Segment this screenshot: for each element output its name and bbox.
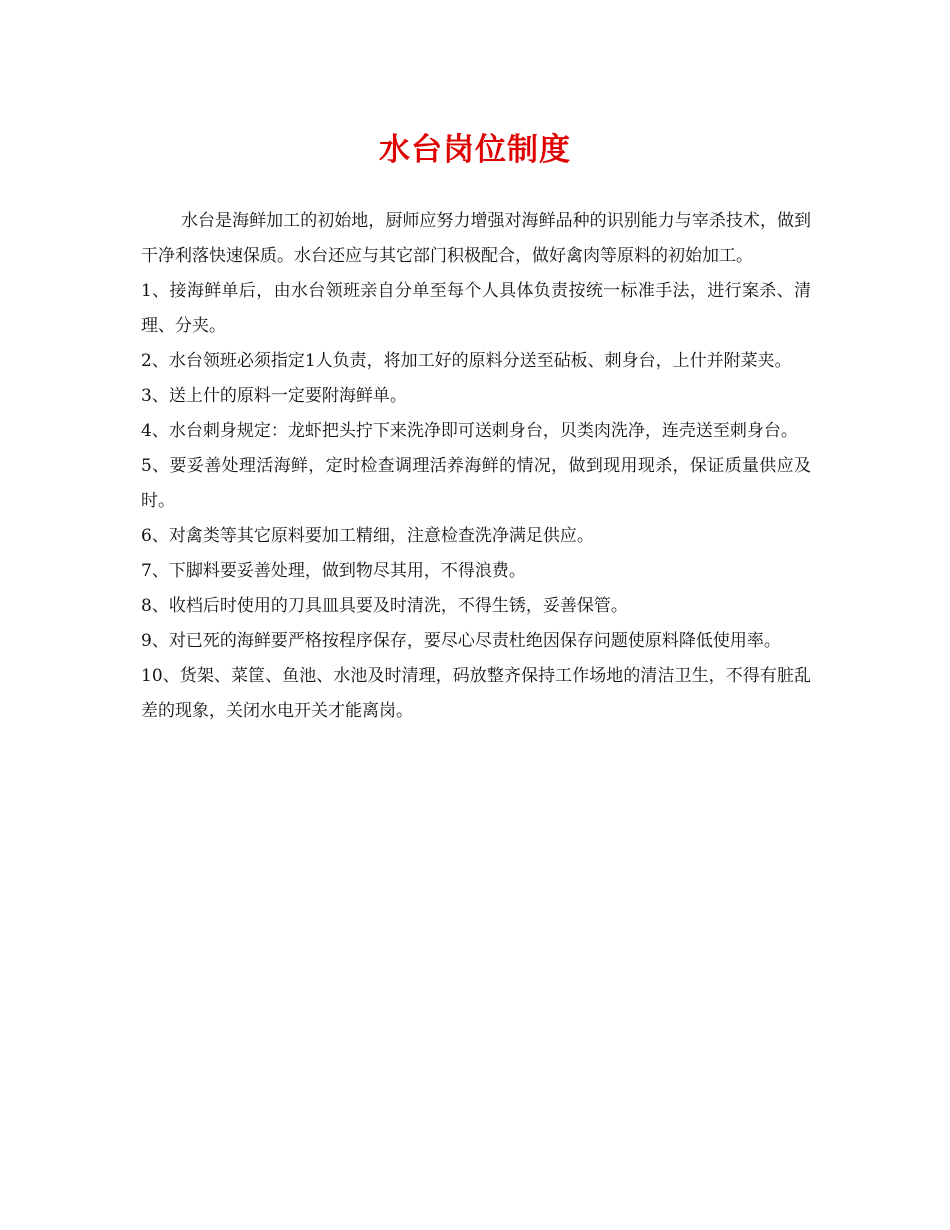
document-body: [141, 204, 811, 729]
rule-item-8: 8、收档后时使用的刀具皿具要及时清洗，不得生锈，妥善保管。: [141, 596, 628, 616]
rule-item-7: 7、下脚料要妥善处理，做到物尽其用，不得浪费。: [141, 561, 526, 581]
rule-item-2: 2、水台领班必须指定1人负责，将加工好的原料分送至砧板、刺身台，上什并附菜夹。: [141, 351, 792, 371]
rule-item-3: 3、送上什的原料一定要附海鲜单。: [141, 386, 407, 406]
rule-item-4: 4、水台刺身规定：龙虾把头拧下来洗净即可送刺身台，贝类肉洗净，连壳送至刺身台。: [141, 421, 798, 441]
rule-item-6: 6、对禽类等其它原料要加工精细，注意检查洗净满足供应。: [141, 526, 594, 546]
rule-item-5: 5、要妥善处理活海鲜，定时检查调理活养海鲜的情况，做到现用现杀，保证质量供应及时。: [141, 456, 811, 511]
intro-paragraph: 水台是海鲜加工的初始地，厨师应努力增强对海鲜品种的识别能力与宰杀技术，做到干净利落快速保质。水台还应与其它部门积极配合，做好禽肉等原料的初始加工。: [141, 211, 811, 266]
document-title: 水台岗位制度: [379, 132, 571, 168]
rule-item-9: 9、对已死的海鲜要严格按程序保存，要尽心尽责杜绝因保存问题使原料降低使用率。: [141, 631, 781, 651]
rule-item-10: 10、货架、菜筐、鱼池、水池及时清理，码放整齐保持工作场地的清洁卫生，不得有脏乱差的现象，关闭水电开关才能离岗。: [141, 666, 811, 721]
rule-item-1: 1、接海鲜单后，由水台领班亲自分单至每个人具体负责按统一标准手法，进行案杀、清理、分夹。: [141, 281, 811, 336]
